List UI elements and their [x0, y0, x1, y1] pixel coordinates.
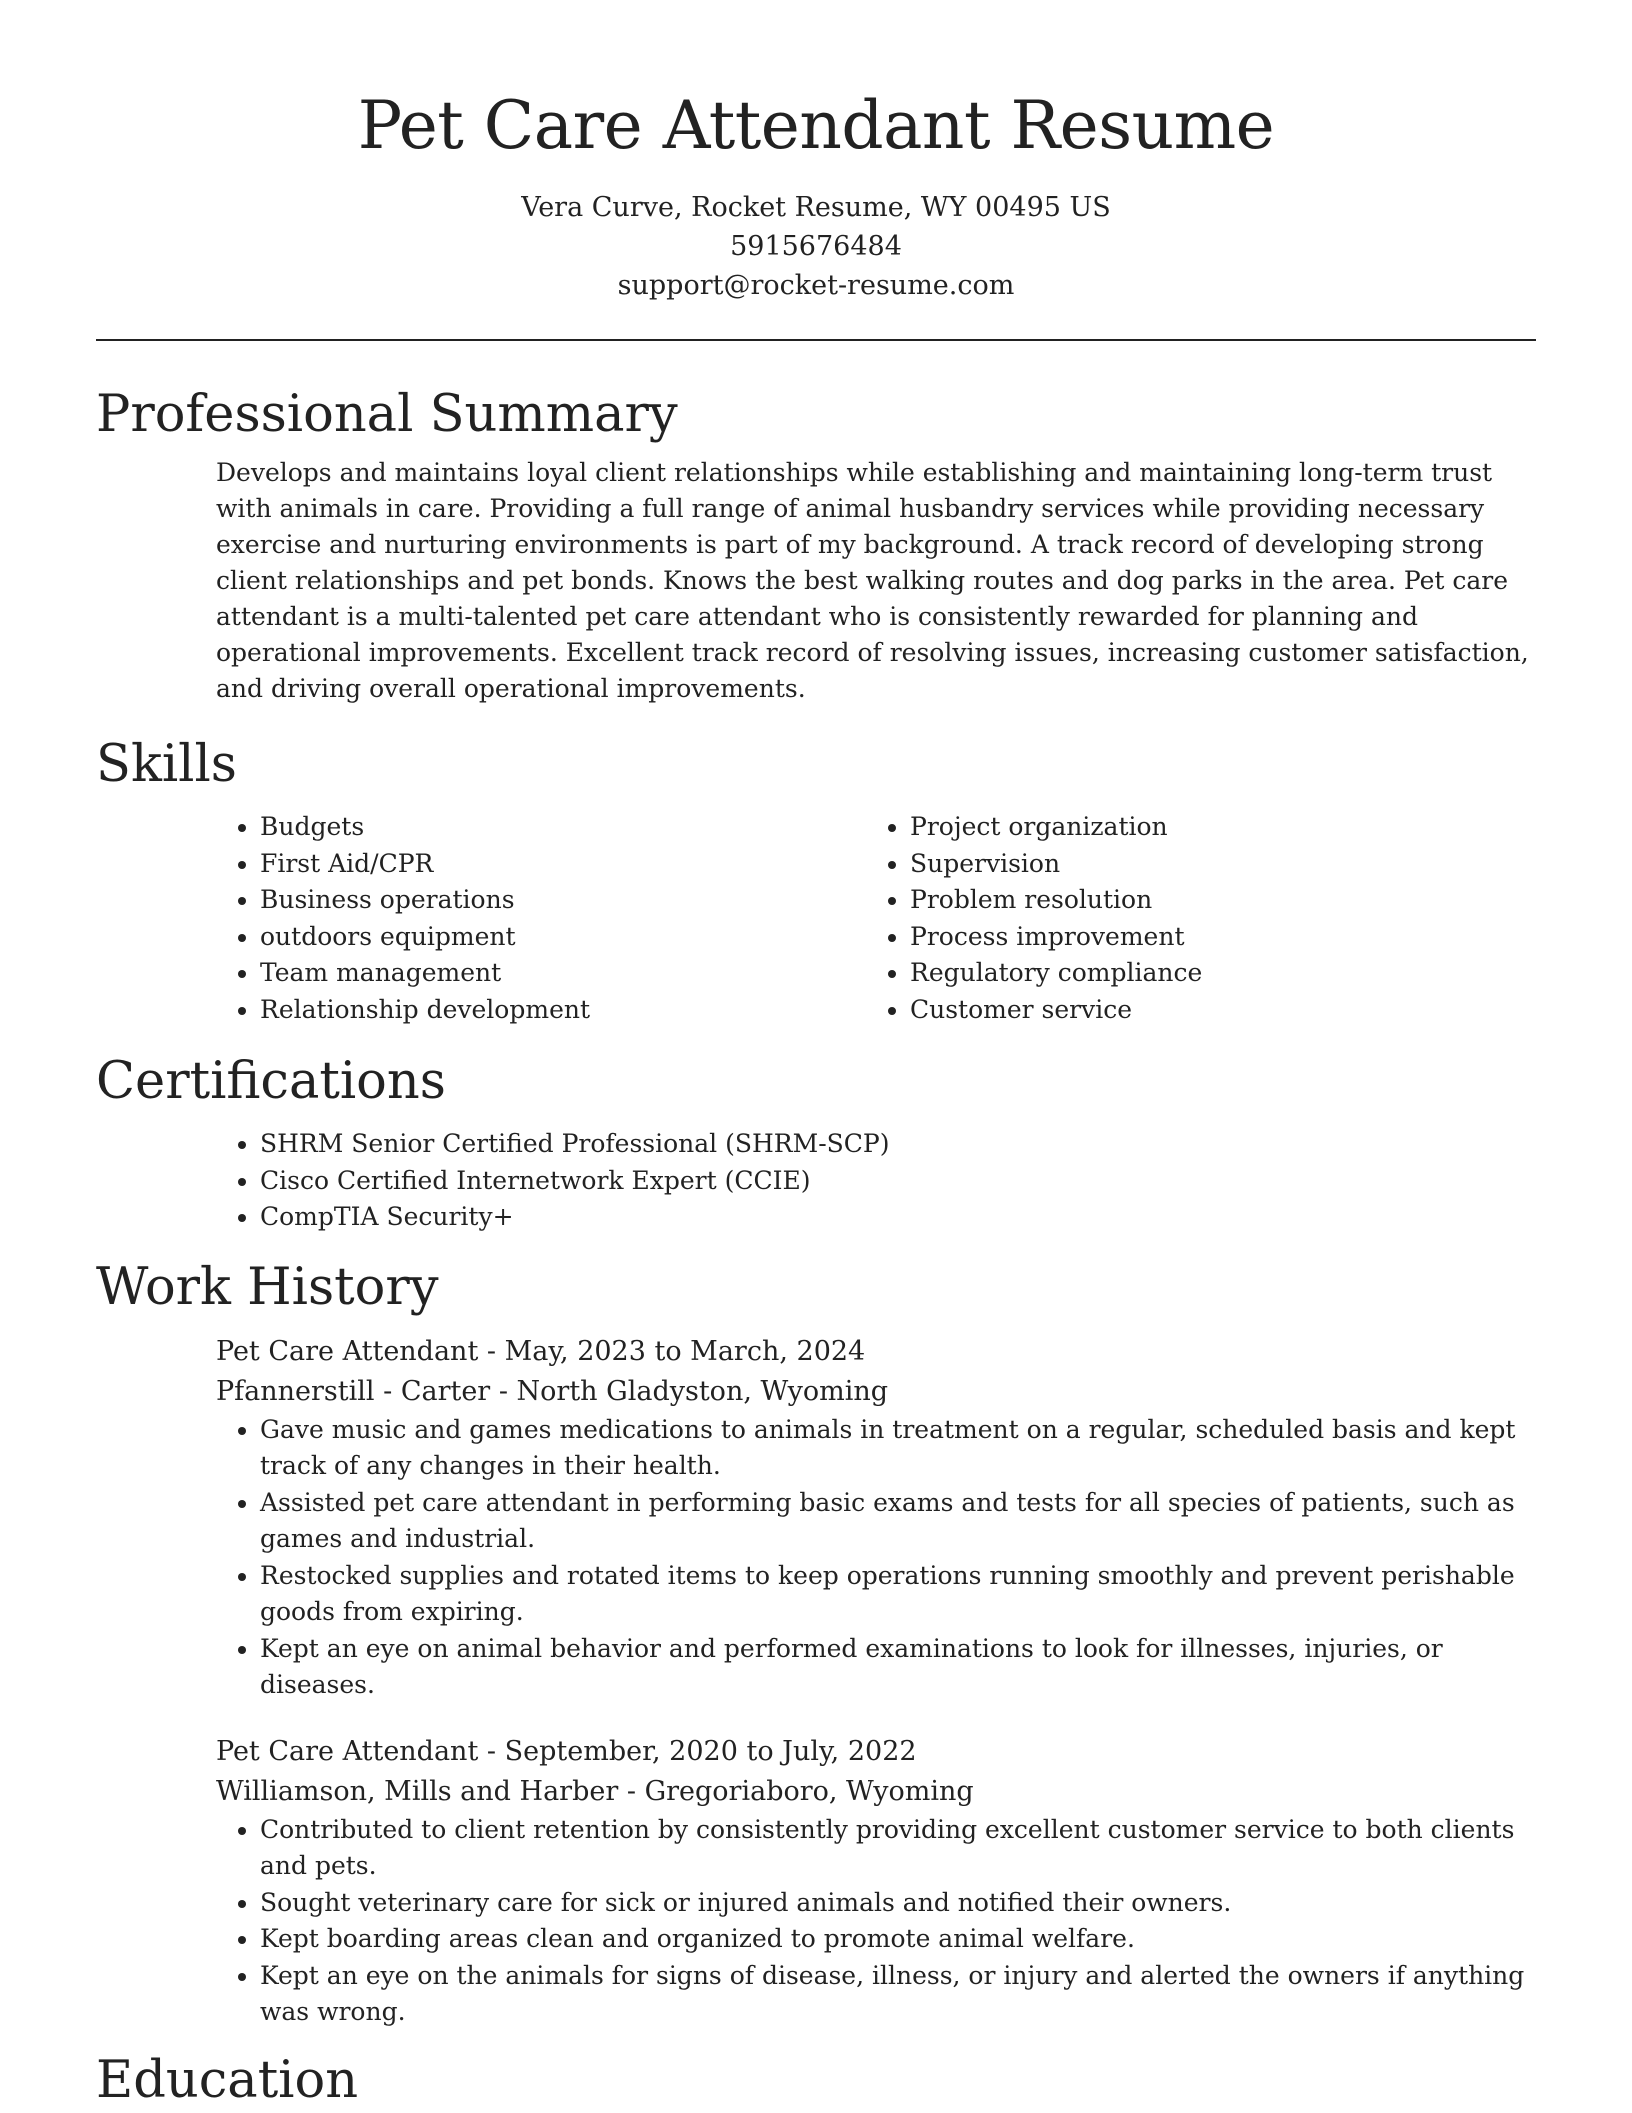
job-duty-item: • Assisted pet care attendant in performing basic exams and tests for all species of patients, such as games and industrial.: [260, 1485, 1536, 1558]
skills-section: [96, 733, 1536, 1028]
job-entry: [216, 1732, 1536, 2031]
job-dates: May, 2023 to March, 2024: [504, 1335, 866, 1367]
work-history-section: [96, 1256, 1536, 2031]
job-role: Pet Care Attendant: [216, 1335, 479, 1367]
job-company-line: [216, 1372, 1536, 1412]
certification-item: • SHRM Senior Certified Professional (SHRM-SCP): [260, 1126, 1536, 1163]
education-heading: Education: [96, 2050, 359, 2110]
skills-heading: Skills: [96, 735, 237, 794]
certifications-list: [216, 1126, 1536, 1236]
job-location: North Gladyston, Wyoming: [516, 1375, 889, 1407]
skill-item: • Regulatory compliance: [910, 955, 1516, 992]
job-duty-item: • Kept an eye on animal behavior and performed examinations to look for illnesses, injuries, or diseases.: [260, 1631, 1536, 1704]
page-title: Pet Care Attendant Resume: [357, 87, 1275, 164]
summary-heading: Professional Summary: [96, 385, 678, 444]
skill-item: • Problem resolution: [910, 882, 1516, 919]
certifications-heading: Certifications: [96, 1052, 446, 1111]
skill-item: • Relationship development: [260, 992, 866, 1029]
skill-item: • outdoors equipment: [260, 919, 866, 956]
job-title-line: [216, 1332, 1536, 1372]
certification-item: • CompTIA Security+: [260, 1199, 1536, 1236]
job-duty-item: • Gave music and games medications to animals in treatment on a regular, scheduled basis and kept track of any changes in their health.: [260, 1412, 1536, 1485]
job-duties: [216, 1412, 1536, 1704]
contact-phone: 5915676484: [730, 231, 902, 262]
skill-item: • Process improvement: [910, 919, 1516, 956]
work-history-heading: Work History: [96, 1257, 439, 1317]
resume-page: [96, 0, 1536, 2113]
skill-item: • Supervision: [910, 846, 1516, 883]
skill-item: • Team management: [260, 955, 866, 992]
job-location: Gregoriaboro, Wyoming: [644, 1775, 974, 1807]
skill-item: • Customer service: [910, 992, 1516, 1029]
job-company: Williamson, Mills and Harber: [216, 1775, 619, 1807]
job-entry: [216, 1332, 1536, 1704]
job-company-line: [216, 1772, 1536, 1812]
certification-item: • Cisco Certified Internetwork Expert (CCIE): [260, 1163, 1536, 1200]
contact-info: [96, 188, 1536, 305]
skill-item: • Project organization: [910, 809, 1516, 846]
skill-item: • Budgets: [260, 809, 866, 846]
job-duty-item: • Contributed to client retention by consistently providing excellent customer service to both clients and pets.: [260, 1812, 1536, 1885]
skills-column-right: [866, 809, 1516, 1028]
summary-text: Develops and maintains loyal client relationships while establishing and maintaining long-term trust with animals in care. Providing a full range of animal husbandry services while providing necessary exercise and nurturing environments is part of my background. A track record of developing strong client relationships and pet bonds. Knows the best walking routes and dog parks in the area. Pet care attendant is a multi-talented pet care attendant who is consistently rewarded for planning and operational improvements. Excellent track record of resolving issues, increasing customer satisfaction, and driving overall operational improvements.: [216, 458, 1529, 703]
job-duty-item: • Kept boarding areas clean and organized to promote animal welfare.: [260, 1921, 1536, 1958]
resume-header: [96, 0, 1536, 305]
skills-grid: [216, 809, 1536, 1028]
separator: -: [626, 1775, 645, 1807]
job-company: Pfannerstill - Carter: [216, 1375, 491, 1407]
skill-item: • First Aid/CPR: [260, 846, 866, 883]
separator: -: [486, 1735, 505, 1767]
job-duty-item: • Sought veterinary care for sick or injured animals and notified their owners.: [260, 1885, 1536, 1922]
job-duty-item: • Restocked supplies and rotated items to keep operations running smoothly and prevent perishable goods from expiring.: [260, 1558, 1536, 1631]
job-duty-item: • Kept an eye on the animals for signs of disease, illness, or injury and alerted the owners if anything was wrong.: [260, 1958, 1536, 2031]
job-dates: September, 2020 to July, 2022: [504, 1735, 917, 1767]
skill-item: • Business operations: [260, 882, 866, 919]
certifications-section: [96, 1050, 1536, 1236]
contact-address: Vera Curve, Rocket Resume, WY 00495 US: [521, 192, 1111, 223]
contact-email: support@rocket-resume.com: [617, 270, 1015, 301]
header-divider: [96, 339, 1536, 341]
job-title-line: [216, 1732, 1536, 1772]
skills-column-left: [216, 809, 866, 1028]
separator: -: [498, 1375, 517, 1407]
education-section: [96, 2049, 1536, 2113]
job-duties: [216, 1812, 1536, 2031]
summary-section: [96, 383, 1536, 707]
separator: -: [486, 1335, 505, 1367]
job-role: Pet Care Attendant: [216, 1735, 479, 1767]
